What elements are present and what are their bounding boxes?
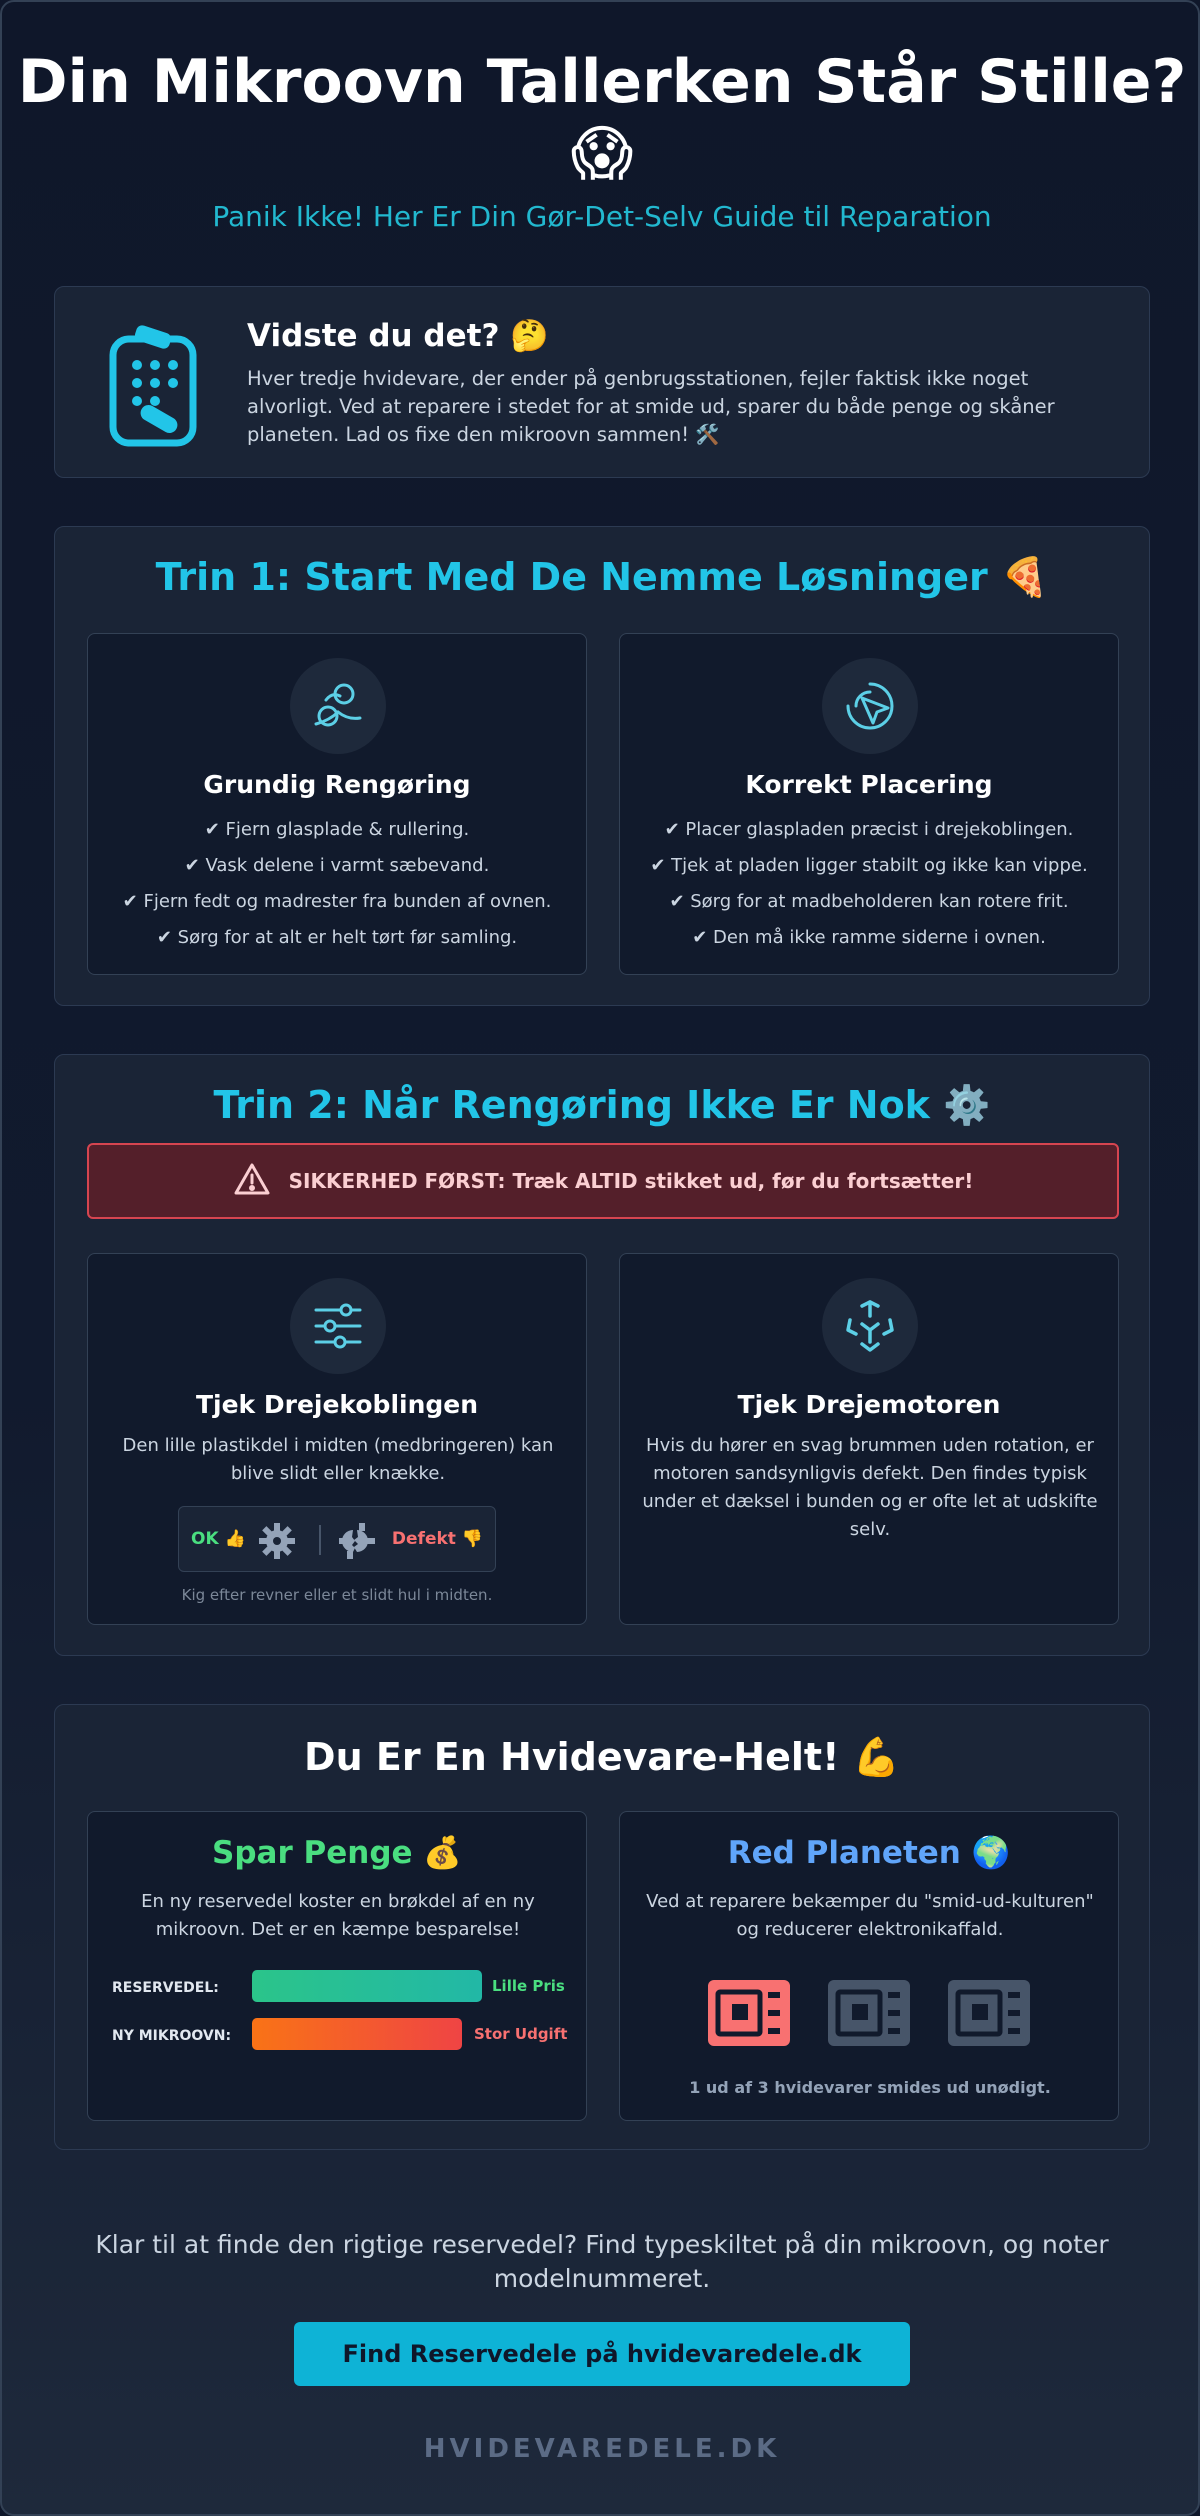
new-cost-bar [252,2018,462,2050]
list-item: ✔ Tjek at pladen ligger stabilt og ikke kan vippe. [650,855,1088,876]
list-item: ✔ Sørg for at alt er helt tørt før samling. [156,927,518,948]
step2-panel [54,1054,1150,1656]
defect-label: Defekt 👎 [391,1529,483,1549]
new-bar-end: Stor Udgift [474,2025,568,2043]
money-title: Spar Penge 💰 [212,1835,462,1871]
ok-label: OK 👍 [191,1529,246,1549]
warning-text: SIKKERHED FØRST: Træk ALTID stikket ud, før du fortsætter! [288,1169,974,1193]
coupling-text: Den lille plastikdel i midten (medbringeren) kan blive slidt eller knække. [122,1435,554,1484]
planet-title: Red Planeten 🌍 [727,1835,1011,1871]
coupling-card [87,1253,587,1625]
broken-gear-icon [337,1521,377,1565]
good-gear-icon [257,1521,297,1565]
placement-cursor-icon [822,658,918,754]
planet-stat: 1 ud af 3 hvidevarer smides ud unødigt. [689,2078,1051,2097]
coupling-title: Tjek Drejekoblingen [195,1390,479,1419]
list-item: ✔ Den må ikke ramme siderne i ovnen. [692,927,1046,948]
motor-icon [822,1278,918,1374]
footer-brand: HVIDEVAREDELE.DK [423,2434,781,2464]
hero-panel [54,1704,1150,2150]
clipboard-icon [105,325,201,453]
money-card [87,1811,587,2121]
list-item: ✔ Vask delene i varmt sæbevand. [184,855,490,876]
step1-panel [54,526,1150,1006]
find-parts-button[interactable]: Find Reservedele på hvidevaredele.dk [294,2322,910,2386]
safety-warning [87,1143,1119,1219]
part-bar-end: Lille Pris [492,1977,565,1995]
cleaning-title: Grundig Rengøring [203,770,471,799]
hero-title: Du Er En Hvidevare-Helt! 💪 [304,1735,900,1779]
cleaning-list [88,812,586,956]
warning-icon [233,1162,271,1200]
list-item: ✔ Fjern fedt og madrester fra bunden af ovnen. [122,891,552,912]
microwave-icon [828,1980,910,2050]
cleaning-card [87,633,587,975]
microwave-icon [948,1980,1030,2050]
motor-text: Hvis du hører en svag brummen uden rotation, er motoren sandsynligvis defekt. Den findes typisk under et dæksel i bunden og er ofte let at udskifte selv. [642,1435,1098,1540]
intro-title: Vidste du det? 🤔 [247,318,549,354]
planet-text: Ved at reparere bekæmper du "smid-ud-kulturen" og reducerer elektronikaffald. [646,1891,1094,1940]
part-bar-label: RESERVEDEL: [112,1980,219,1996]
sliders-icon [290,1278,386,1374]
placement-title: Korrekt Placering [745,770,993,799]
intro-panel [54,286,1150,478]
step2-title: Trin 2: Når Rengøring Ikke Er Nok ⚙️ [213,1083,991,1127]
cta-text: Klar til at finde den rigtige reservedel? Find typeskiltet på din mikroovn, og noter modelnummeret. [95,2230,1109,2293]
coupling-hint: Kig efter revner eller et slidt hul i midten. [181,1586,493,1604]
list-item: ✔ Placer glaspladen præcist i drejekoblingen. [664,819,1074,840]
planet-card [619,1811,1119,2121]
status-separator [319,1525,321,1555]
cleaning-icon [290,658,386,754]
page-title: Din Mikroovn Tallerken Står Stille? 😱 [17,47,1187,189]
list-item: ✔ Sørg for at madbeholderen kan rotere frit. [669,891,1069,912]
step1-title: Trin 1: Start Med De Nemme Løsninger 🍕 [155,555,1049,599]
new-bar-label: NY MIKROOVN: [112,2028,232,2044]
placement-card [619,633,1119,975]
money-text: En ny reservedel koster en brøkdel af en ny mikroovn. Det er en kæmpe besparelse! [141,1891,535,1940]
intro-text: Hver tredje hvidevare, der ender på genbrugsstationen, fejler faktisk ikke noget alvorligt. Ved at reparere i stedet for at smide ud, sparer du både penge og skåner planeten. Lad os fixe den mikroovn sammen! 🛠️ [247,367,1055,446]
part-cost-bar [252,1970,482,2002]
list-item: ✔ Fjern glasplade & rullering. [204,819,470,840]
motor-card [619,1253,1119,1625]
motor-title: Tjek Drejemotoren [737,1390,1001,1419]
microwave-icon [708,1980,790,2050]
coupling-status [178,1506,496,1572]
hero-header [2,46,1200,233]
placement-list [620,812,1118,956]
page-subtitle: Panik Ikke! Her Er Din Gør-Det-Selv Guide til Reparation [212,200,992,233]
